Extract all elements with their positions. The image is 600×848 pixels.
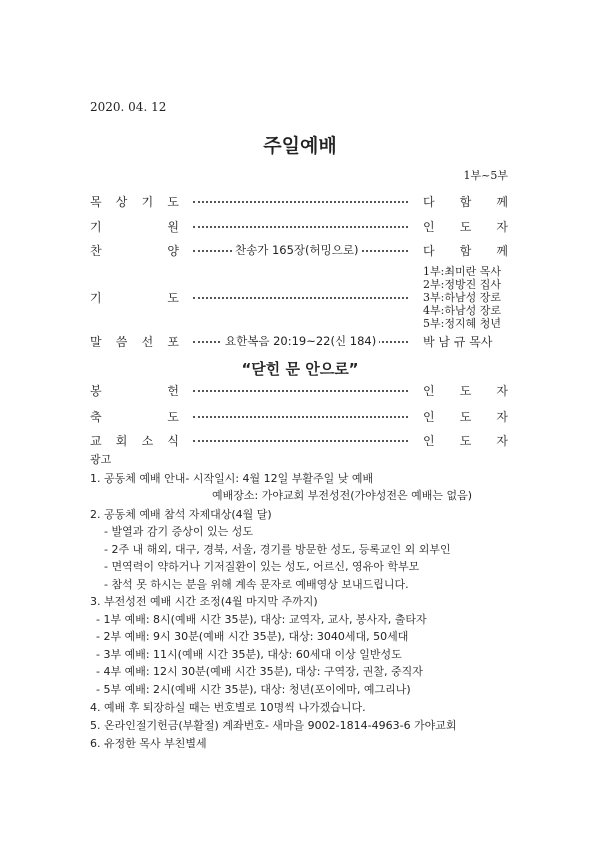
announcement-line: - 면역력이 약하거나 기저질환이 있는 성도, 어르신, 영유아 학부모 (104, 560, 420, 573)
announcement-line: - 5부 예배: 2시(예배 시간 35분), 대상: 청년(포이에마, 예그리나) (96, 683, 411, 696)
announcement-line: 5. 온라인절기헌금(부활절) 계좌번호- 새마을 9002-1814-4963-6 가야교회 (90, 719, 457, 732)
prayer-leader: 5부:정지혜 청년 (423, 317, 501, 330)
order-role: 인 도 자 (423, 220, 508, 234)
prayer-leader: 2부:정방진 집사 (423, 278, 501, 291)
dotted-leader (193, 416, 408, 418)
order-label: 축 도 (90, 410, 179, 424)
announcement-line: 2. 공동체 예배 참석 자제대상(4월 달) (90, 508, 272, 521)
announcement-line: 1. 공동체 예배 안내- 시작일시: 4월 12일 부활주일 낮 예배 (90, 472, 374, 485)
prayer-leader: 1부:최미란 목사 (423, 265, 501, 278)
announcement-line: - 발열과 감기 증상이 있는 성도 (104, 525, 253, 538)
sermon-title: “닫힌 문 안으로” (241, 360, 359, 378)
announcement-line: - 4부 예배: 12시 30분(예배 시간 35분), 대상: 구역장, 권찰, 중직자 (96, 665, 423, 678)
prayer-leader: 3부:하남성 장로 (423, 291, 501, 304)
dotted-leader (193, 440, 408, 442)
order-role: 인 도 자 (423, 384, 508, 398)
dotted-leader (193, 201, 408, 203)
announcement-line: 3. 부전성전 예배 시간 조정(4월 마지막 주까지) (90, 595, 318, 608)
dotted-leader (193, 226, 408, 228)
dotted-leader (193, 390, 408, 392)
prayer-leaders (423, 265, 501, 330)
scripture: 요한복음 20:19~22(신 184) (222, 333, 379, 349)
date: 2020. 04. 12 (90, 100, 167, 114)
announcement-line: - 2부 예배: 9시 30분(예배 시간 35분), 대상: 3040세대, 50세대 (96, 630, 409, 643)
order-label: 기 원 (90, 220, 179, 234)
announcement-line: 4. 예배 후 퇴장하실 때는 번호별로 10명씩 나가겠습니다. (90, 701, 366, 714)
order-label: 목 상 기 도 (90, 195, 179, 209)
order-role: 인 도 자 (423, 434, 508, 448)
order-role: 박 남 규 목사 (423, 335, 493, 349)
order-label: 기 도 (90, 291, 179, 305)
prayer-leader: 4부:하남성 장로 (423, 304, 501, 317)
service-range: 1부~5부 (463, 169, 508, 182)
order-role: 인 도 자 (423, 410, 508, 424)
dotted-leader (193, 297, 408, 299)
order-label: 말 씀 선 포 (90, 335, 179, 349)
order-label: 교 회 소 식 (90, 434, 179, 448)
announcement-line: - 2주 내 해외, 대구, 경북, 서울, 경기를 방문한 성도, 등록교인 외 외부인 (104, 543, 451, 556)
announcement-line: 6. 유정한 목사 부친별세 (90, 737, 207, 750)
announcement-line: - 3부 예배: 11시(예배 시간 35분), 대상: 60세대 이상 일반성도 (96, 648, 402, 661)
order-role: 다 함 께 (423, 244, 508, 258)
page-title: 주일예배 (263, 135, 337, 157)
hymn: 찬송가 165장(허밍으로) (232, 242, 361, 258)
announcement-line: - 1부 예배: 8시(예배 시간 35분), 대상: 교역자, 교사, 봉사자, 출타자 (96, 613, 427, 626)
order-label: 봉 헌 (90, 384, 179, 398)
announcement-line: - 참석 못 하시는 분을 위해 계속 문자로 예배영상 보내드립니다. (104, 578, 409, 591)
order-role: 다 함 께 (423, 195, 508, 209)
announcements-heading: 광고 (90, 453, 112, 466)
order-label: 찬 양 (90, 244, 179, 258)
announcement-line: 예배장소: 가야교회 부전성전(가야성전은 예배는 없음) (212, 489, 473, 502)
